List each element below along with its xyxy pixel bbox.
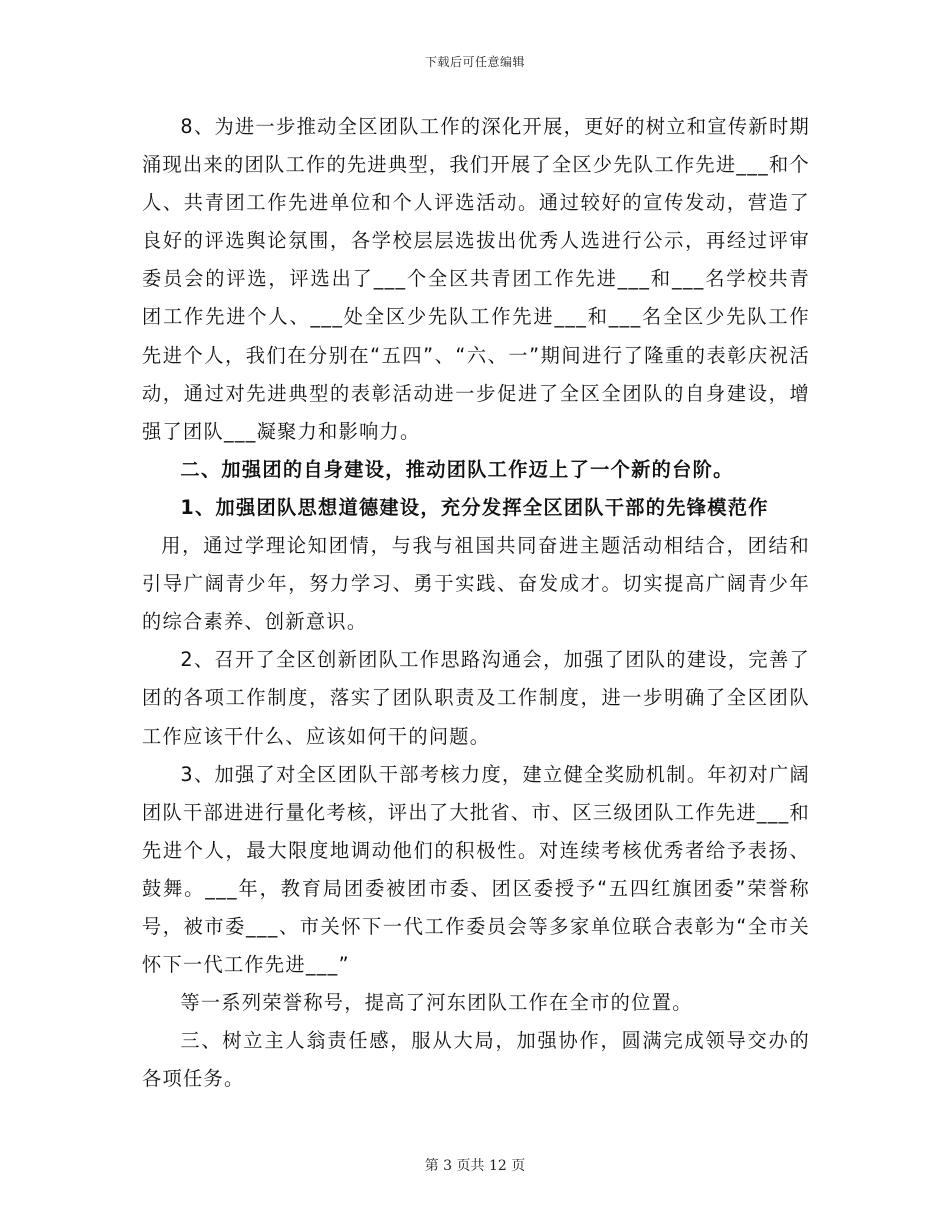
paragraph-2-work-meeting: 2、召开了全区创新团队工作思路沟通会，加强了团队的建设，完善了团的各项工作制度，落实了团队职责及工作制度，进一步明确了全区团队工作应该干什么、应该如何干的问题。	[142, 648, 810, 748]
document-body	[142, 108, 810, 1098]
subheading-1-moral-building: 1、加强团队思想道德建设，充分发挥全区团队干部的先锋模范作	[180, 495, 769, 519]
page-footer: 第 3 页共 12 页	[424, 1158, 526, 1174]
paragraph-1-continuation: 用，通过学理论知团情，与我与祖国共同奋进主题活动相结合，团结和引导广阔青少年，努力学习、勇于实践、奋发成才。切实提高广阔青少年的综合素养、创新意识。	[142, 534, 810, 634]
paragraph-3-continuation: 等一系列荣誉称号，提高了河东团队工作在全市的位置。	[180, 991, 693, 1015]
section-heading-three: 三、树立主人翁责任感，服从大局，加强协作，圆满完成领导交办的各项任务。	[142, 1029, 810, 1091]
section-heading-two: 二、加强团的自身建设，推动团队工作迈上了一个新的台阶。	[180, 457, 734, 481]
paragraph-3-assessment: 3、加强了对全区团队干部考核力度，建立健全奖励机制。年初对广阔团队干部进进行量化考核，评出了大批省、市、区三级团队工作先进___和先进个人，最大限度地调动他们的积极性。对连续考核优秀者给予表扬、鼓舞。___年，教育局团委被团市委、团区委授予“五四红旗团委”荣誉称号，被市委___、市关怀下一代工作委员会等多家单位联合表彰为“全市关怀下一代工作先进___”	[142, 762, 810, 977]
paragraph-8-selection-activity: 8、为进一步推动全区团队工作的深化开展，更好的树立和宣传新时期涌现出来的团队工作的先进典型，我们开展了全区少先队工作先进___和个人、共青团工作先进单位和个人评选活动。通过较好的宣传发动，营造了良好的评选舆论氛围，各学校层层选拔出优秀人选进行公示，再经过评审委员会的评选，评选出了___个全区共青团工作先进___和___名学校共青团工作先进个人、___处全区少先队工作先进___和___名全区少先队工作先进个人，我们在分别在“五四”、“六、一”期间进行了隆重的表彰庆祝活动，通过对先进典型的表彰活动进一步促进了全区全团队的自身建设，增强了团队___凝聚力和影响力。	[142, 115, 810, 443]
page-header: 下载后可任意编辑	[424, 55, 525, 69]
